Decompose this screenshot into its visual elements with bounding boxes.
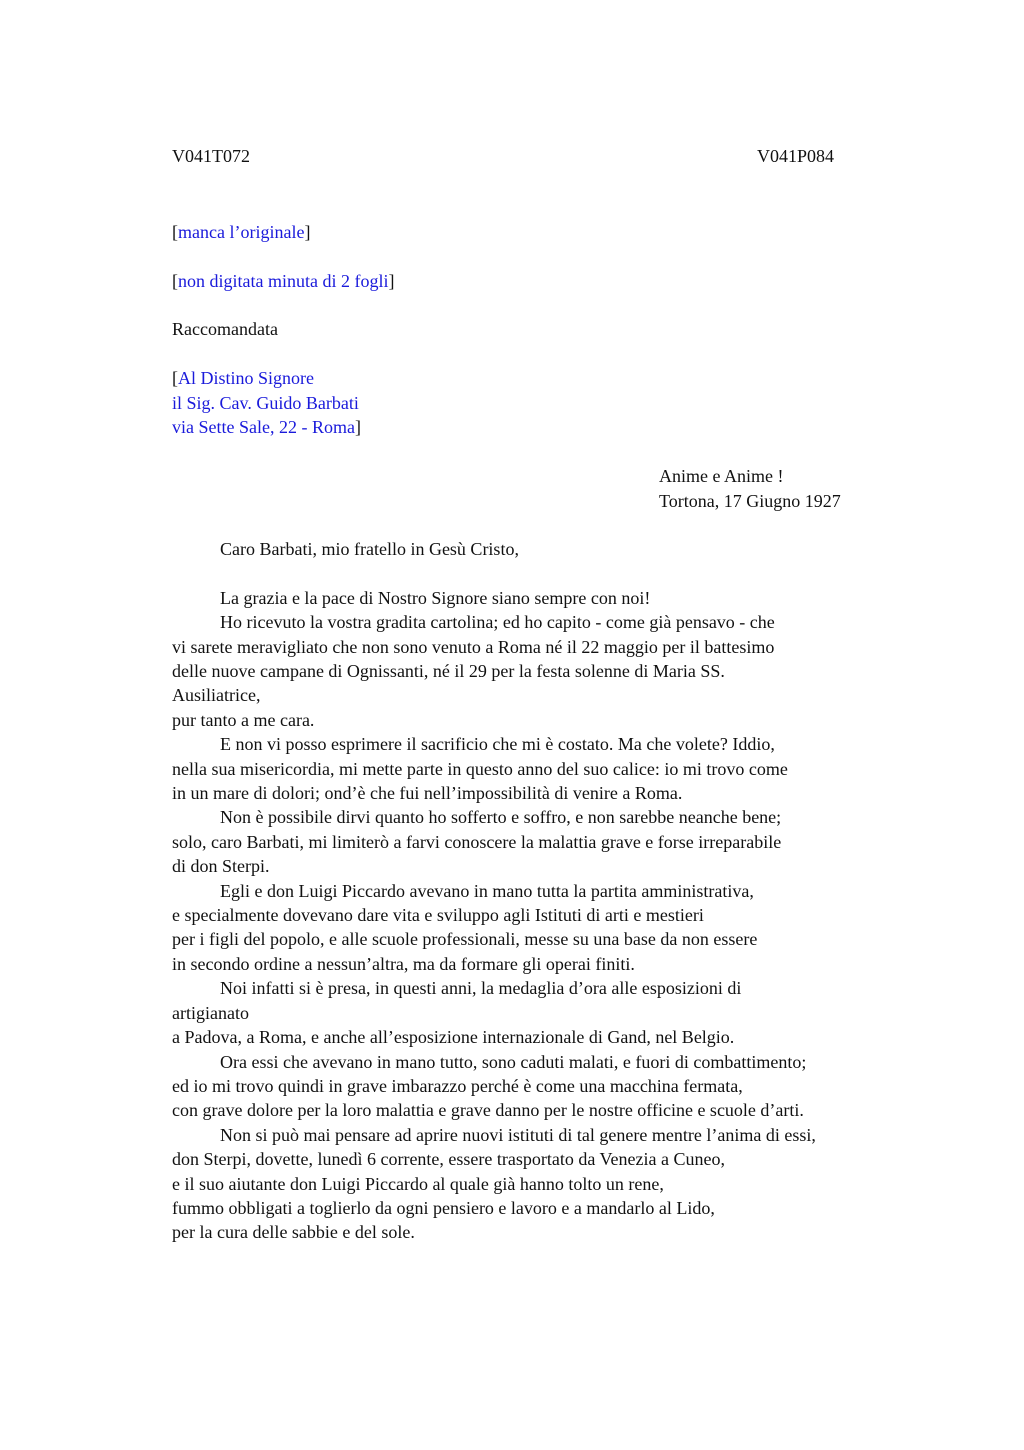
letter-body: [172, 537, 932, 1245]
body-line: pur tanto a me cara.: [172, 709, 315, 730]
body-line: vi sarete meravigliato che non sono venuto a Roma né il 22 maggio per il battesimo: [172, 636, 775, 657]
motto: Anime e Anime !: [659, 466, 784, 486]
body-line: artigianato: [172, 1002, 249, 1023]
body-line: Egli e don Luigi Piccardo avevano in mano tutta la partita amministrativa,: [220, 880, 754, 901]
body-line: delle nuove campane di Ognissanti, né il 29 per la festa solenne di Maria SS.: [172, 661, 725, 682]
editorial-note-missing-original: [manca l’originale]: [172, 222, 311, 242]
body-line: La grazia e la pace di Nostro Signore siano sempre con noi!: [220, 587, 651, 608]
note-text: non digitata minuta di 2 fogli: [178, 271, 389, 291]
body-line: Noi infatti si è presa, in questi anni, la medaglia d’ora alle esposizioni di: [220, 978, 742, 999]
body-line: Ora essi che avevano in mano tutto, sono caduti malati, e fuori di combattimento;: [220, 1051, 807, 1072]
body-line: ed io mi trovo quindi in grave imbarazzo perché è come una macchina fermata,: [172, 1075, 743, 1096]
body-line: E non vi posso esprimere il sacrificio che mi è costato. Ma che volete? Iddio,: [220, 734, 775, 755]
document-code-left: V041T072: [172, 146, 250, 166]
body-line: e il suo aiutante don Luigi Piccardo al quale già hanno tolto un rene,: [172, 1173, 664, 1194]
body-line: solo, caro Barbati, mi limiterò a farvi conoscere la malattia grave e forse irreparabile: [172, 831, 782, 852]
address-line: il Sig. Cav. Guido Barbati: [172, 392, 359, 413]
body-line: nella sua misericordia, mi mette parte in questo anno del suo calice: io mi trovo come: [172, 758, 788, 779]
address-line: Al Distino Signore: [178, 368, 315, 388]
body-line: don Sterpi, dovette, lunedì 6 corrente, essere trasportato da Venezia a Cuneo,: [172, 1149, 725, 1170]
dateline: [659, 464, 841, 513]
body-line: Non è possibile dirvi quanto ho sofferto e soffro, e non sarebbe neanche bene;: [220, 807, 782, 828]
body-line: in secondo ordine a nessun’altra, ma da formare gli operai finiti.: [172, 953, 635, 974]
editorial-note-minute: [non digitata minuta di 2 fogli]: [172, 271, 395, 291]
registered-mail-label: Raccomandata: [172, 319, 278, 339]
body-line: Ho ricevuto la vostra gradita cartolina; ed ho capito - come già pensavo - che: [220, 612, 775, 633]
body-line: per i figli del popolo, e alle scuole professionali, messe su una base da non essere: [172, 929, 758, 950]
body-line: per la cura delle sabbie e del sole.: [172, 1222, 415, 1243]
body-line: con grave dolore per la loro malattia e grave danno per le nostre officine e scuole d’arti.: [172, 1100, 804, 1121]
body-line: Ausiliatrice,: [172, 685, 261, 706]
address-block: [Al Distino Signore il Sig. Cav. Guido Barbati via Sette Sale, 22 - Roma]: [172, 368, 361, 437]
body-line: di don Sterpi.: [172, 856, 270, 877]
body-line: in un mare di dolori; ond’è che fui nell’impossibilità di venire a Roma.: [172, 783, 683, 804]
body-line: a Padova, a Roma, e anche all’esposizione internazionale di Gand, nel Belgio.: [172, 1027, 735, 1048]
document-code-right: V041P084: [757, 146, 835, 166]
salutation: Caro Barbati, mio fratello in Gesù Cristo,: [220, 539, 519, 559]
body-line: Non si può mai pensare ad aprire nuovi istituti di tal genere mentre l’anima di essi,: [220, 1124, 816, 1145]
body-line: fummo obbligati a toglierlo da ogni pensiero e lavoro e a mandarlo al Lido,: [172, 1197, 715, 1218]
body-line: e specialmente dovevano dare vita e sviluppo agli Istituti di arti e mestieri: [172, 905, 704, 926]
note-text: manca l’originale: [178, 222, 305, 242]
place-date: Tortona, 17 Giugno 1927: [659, 490, 841, 511]
address-line: via Sette Sale, 22 - Roma: [172, 417, 355, 437]
